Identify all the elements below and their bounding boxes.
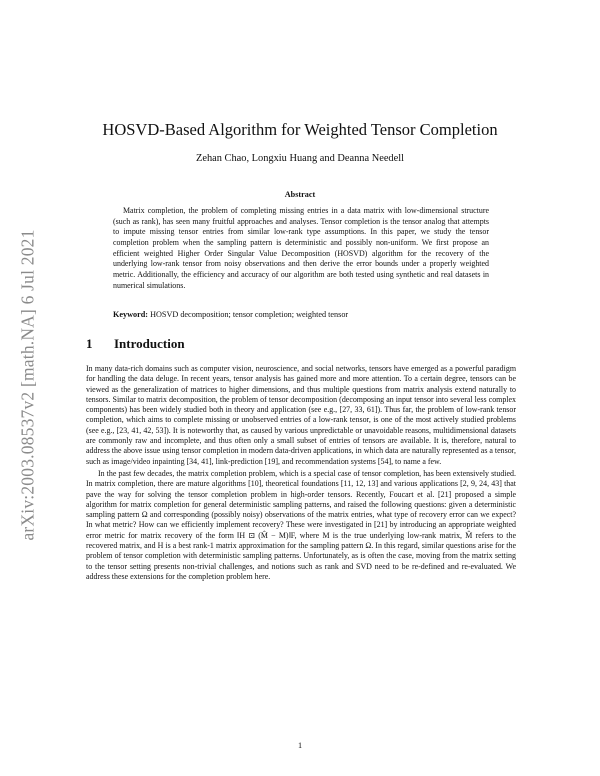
- arxiv-id: arXiv:2003.08537v2 [math.NA] 6 Jul 2021: [17, 229, 38, 541]
- section-title: Introduction: [114, 336, 185, 351]
- section-number: 1: [86, 336, 93, 351]
- abstract-heading: Abstract: [284, 190, 316, 199]
- page-number: 1: [297, 741, 303, 750]
- keywords: [113, 310, 489, 319]
- paragraph: In the past few decades, the matrix completion problem, which is a special case of tensor completion, has been extensively studied. In matrix completion, there are mature algorithms [10], theoretical foundations [11, 12, 13] and various applications [2, 9, 24, 43] that pave the way for solving the tensor completion problem in high-order tensors. Recently, Foucart et al. [21] proposed a simple algorithm for matrix completion for general deterministic sampling patterns, and raised the following questions: given a deterministic sampling pattern Ω and corresponding (possibly noisy) observations of the matrix entries, what type of recovery error can we expect? In what metric? How can we efficiently implement recovery? These were investigated in [21] by introducing an appropriate weighted error metric for matrix recovery of the form ‖H ⊡ (M̂ − M)‖F, where M is the true underlying low-rank matrix, M̂ refers to the recovered matrix, and H is a best rank-1 matrix approximation for the sampling pattern Ω. In this regard, similar questions arise for the problem of tensor completion with deterministic sampling patterns. Unfortunately, as is often the case, moving from the matrix setting to the tensor setting presents non-trivial challenges, and notions such as rank and SVD need to be re-defined and re-evaluated. We address these extensions for the completion problem here.: [86, 468, 516, 581]
- abstract-text: Matrix completion, the problem of completing missing entries in a data matrix with low-dimensional structure (such as rank), has seen many fruitful approaches and analyses. Tensor completion is the tensor analog that attempts to impute missing tensor entries from similar low-rank type assumptions. In this paper, we study the tensor completion problem when the sampling pattern is deterministic and possibly non-uniform. We first propose an efficient weighted Higher Order Singular Value Decomposition (HOSVD) algorithm for the recovery of the underlying low-rank tensor from noisy observations and then derive the error bounds under a properly weighted metric. Additionally, the efficiency and accuracy of our algorithm are both tested using synthetic and real datasets in numerical simulations.: [113, 206, 489, 290]
- section-heading: [86, 336, 185, 352]
- body-text: [86, 364, 516, 582]
- paper-title: HOSVD-Based Algorithm for Weighted Tensor Completion: [102, 120, 498, 139]
- author-list: Zehan Chao, Longxiu Huang and Deanna Needell: [195, 153, 405, 164]
- paragraph: In many data-rich domains such as computer vision, neuroscience, and social networks, tensors have emerged as a powerful paradigm for handling the data deluge. In recent years, tensor analysis has gained more and more attention. To a certain degree, tensors can be viewed as the generalization of matrices to higher dimensions, and thus multiple questions from matrix analysis extend naturally to tensors. Similar to matrix decomposition, the problem of tensor decomposition (decomposing an input tensor into several less complex components) has been widely studied both in theory and application (see e.g., [27, 33, 61]). Thus far, the problem of low-rank tensor completion, which aims to complete missing or unobserved entries of a low-rank tensor, is one of the most actively studied problems (see e.g., [23, 41, 42, 53]). It is noteworthy that, as caused by various unpredictable or unavoidable reasons, multidimensional datasets are commonly raw and incomplete, and thus often only a small subset of entries of tensors are available. It is, therefore, natural to address the above issue using tensor completion in modern data-driven applications, in which data are naturally represented as a tensor, such as image/video inpainting [34, 41], link-prediction [19], and recommendation systems [54], to name a few.: [86, 364, 516, 466]
- keywords-text: HOSVD decomposition; tensor completion; weighted tensor: [150, 310, 349, 319]
- arxiv-stamp: [8, 0, 48, 776]
- keywords-label: Keyword:: [113, 310, 149, 319]
